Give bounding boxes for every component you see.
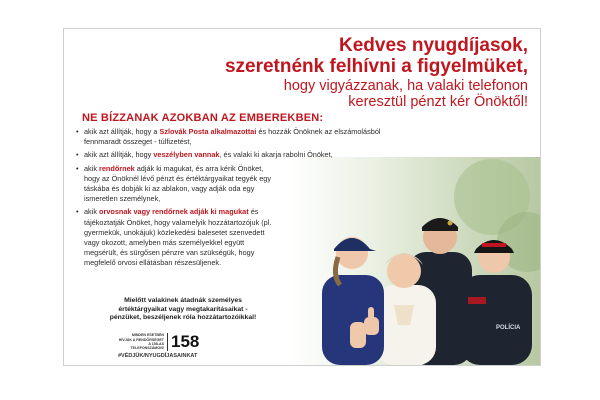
bullet: • [76, 150, 79, 160]
warning-list [76, 127, 381, 272]
headline [225, 35, 528, 111]
item-text: adják ki magukat, és arra kérik Önöket, hogy az Önöknél lévő pénzt és értéktárgyaikat tegyék egy táskába és dobják ki az ablakon, vagy adják oda egy ismeretlen személynek, [84, 163, 271, 204]
list-item [76, 207, 280, 268]
hotline-number: 158 [171, 332, 200, 351]
subheadline-line-1: hogy vigyázzanak, ha valaki telefonon [283, 77, 528, 94]
item-emphasis: veszélyben vannak [153, 150, 220, 160]
item-text: akik [84, 207, 100, 217]
item-text: akik azt állítják, hogy a [84, 127, 160, 136]
bullet: • [76, 127, 79, 136]
headline-line-2: szeretnénk felhívni a figyelmüket, [224, 56, 528, 78]
hotline [118, 332, 199, 352]
list-item [76, 164, 280, 205]
poster [63, 28, 541, 366]
item-text: és tájékoztatják Önöket, hogy valamelyik hozzátartozójuk (pl. gyermekük, unokájuk) közlekedési balesetet szenvedett vagy okozott, amelyben más személyekkel együtt megsérült, és sürgősen pénzre van szükségük, hogy megfelelő orvosi ellátásban részesüljenek. [84, 207, 272, 268]
bottom-note: Mielőtt valakinek átadnák személyes értéktárgyaikat vagy megtakarításaikat - pénzüket, beszéljenek róla hozzátartozóikkal! [109, 297, 257, 322]
item-text: akik azt állítják, hogy [84, 150, 154, 160]
hotline-text: MINDEN ESETBEN HÍVJÁK A RENDŐRSÉGET A 158-AS TELEFONSZÁMON! [118, 333, 164, 351]
list-item [76, 127, 384, 147]
hotline-divider [167, 333, 168, 351]
item-text: akik [84, 163, 100, 173]
uniform-label: POLÍCIA [496, 325, 521, 331]
list-item [76, 150, 384, 160]
subheadline-line-2: keresztül pénzt kér Önöktől! [348, 94, 528, 111]
hashtag: #VÉDJÜK/NYUGDÍJASAINKAT [118, 353, 198, 359]
item-emphasis: Szlovák Posta alkalmazottai [159, 127, 257, 136]
bullet: • [76, 207, 79, 217]
item-emphasis: rendőrnek [99, 163, 135, 173]
bullet: • [76, 163, 79, 173]
headline-line-1: Kedves nyugdíjasok, [338, 35, 528, 56]
item-text: , és valaki ki akarja rabolni Önöket, [219, 150, 333, 160]
item-text: és hozzák Önöknek az elszámolásból fennmaradt összeget - túlfizetést, [84, 127, 381, 147]
warning-heading: NE BÍZZANAK AZOKBAN AZ EMBEREKBEN: [82, 112, 324, 124]
item-emphasis: orvosnak vagy rendőrnek adják ki magukat [99, 207, 249, 217]
